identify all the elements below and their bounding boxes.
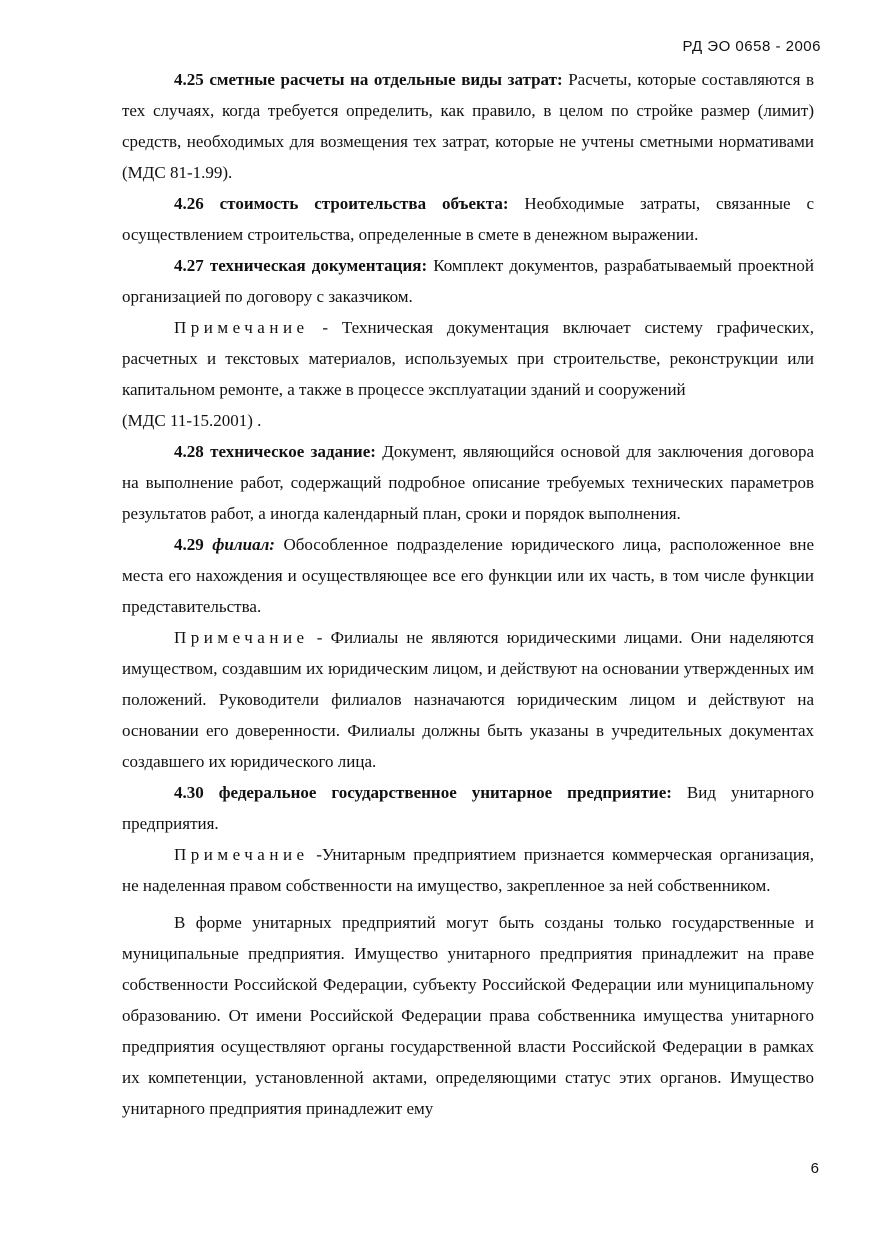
section-4-25 <box>122 64 814 188</box>
section-text: Документ, являющийся основой для заключения договора на выполнение работ, содержащий подробное описание требуемых технических параметров результатов работ, а иногда календарный план, сроки и порядок выполнения. <box>122 442 815 523</box>
section-number: 4.27 <box>174 256 204 275</box>
section-number: 4.28 <box>174 442 204 461</box>
note-text: - Филиалы не являются юридическими лицами. Они наделяются имуществом, создавшим их юридическим лицом, и действуют на основании утвержденных им положений. Руководители филиалов назначаются юридическим лицом и действуют на основании его доверенности. Филиалы должны быть указаны в учредительных документах создавшего их юридического лица. <box>122 628 814 771</box>
section-term: филиал: <box>212 535 275 554</box>
section-text: Необходимые затраты, связанные с осуществлением строительства, определенные в смете в денежном выражении. <box>122 194 815 244</box>
section-term: сметные расчеты на отдельные виды затрат: <box>209 70 563 89</box>
note-4-27 <box>122 312 814 405</box>
note-text: -Унитарным предприятием признается коммерческая организация, не наделенная правом собственности на имущество, закрепленное за ней собственником. <box>122 845 814 895</box>
section-number: 4.29 <box>174 535 204 554</box>
section-4-27 <box>122 250 814 312</box>
note-label: Примечание <box>174 628 309 647</box>
note-text: - Техническая документация включает систему графических, расчетных и текстовых материалов, используемых при строительстве, реконструкции или капитальном ремонте, а также в процессе эксплуатации зданий и сооружений <box>122 318 814 399</box>
note-4-29 <box>122 622 814 777</box>
section-term: стоимость строительства объекта: <box>219 194 509 213</box>
section-number: 4.30 <box>174 783 204 802</box>
section-text: Обособленное подразделение юридического лица, расположенное вне места его нахождения и осуществляющее все его функции или их часть, в том числе функции представительства. <box>122 535 815 616</box>
section-4-26 <box>122 188 814 250</box>
paragraph-unitary-enterprise: В форме унитарных предприятий могут быть созданы только государственные и муниципальные предприятия. Имущество унитарного предприятия принадлежит на праве собственности Российской Федерации, субъекту Российской Федерации или муниципальному образованию. От имени Российской Федерации права собственника имущества унитарного предприятия осуществляют органы государственной власти Российской Федерации в рамках их компетенции, установленной актами, определяющими статус этих органов. Имущество унитарного предприятия принадлежит ему <box>122 913 814 1118</box>
section-term: техническая документация: <box>209 256 428 275</box>
section-4-29 <box>122 529 814 622</box>
section-term: техническое задание: <box>210 442 376 461</box>
document-code: РД ЭО 0658 - 2006 <box>682 38 821 55</box>
section-4-28 <box>122 436 814 529</box>
section-text: Расчеты, которые составляются в тех случаях, когда требуется определить, как правило, в целом по стройке размер (лимит) средств, необходимых для возмещения тех затрат, которые не учтены сметными нормативами (МДС 81-1.99). <box>122 70 815 182</box>
section-term: федеральное государственное унитарное предприятие: <box>218 783 672 802</box>
note-label: Примечание <box>174 318 309 337</box>
section-text: Комплект документов, разрабатываемый проектной организацией по договору с заказчиком. <box>122 256 815 306</box>
section-number: 4.26 <box>174 194 204 213</box>
section-text: Вид унитарного предприятия. <box>122 783 815 833</box>
document-body <box>122 64 814 1124</box>
note-reference: (МДС 11-15.2001) . <box>122 411 262 430</box>
section-4-30 <box>122 777 814 839</box>
page-number: 6 <box>810 1160 819 1177</box>
note-label: Примечание <box>174 845 309 864</box>
note-4-30 <box>122 839 814 901</box>
section-number: 4.25 <box>174 70 204 89</box>
